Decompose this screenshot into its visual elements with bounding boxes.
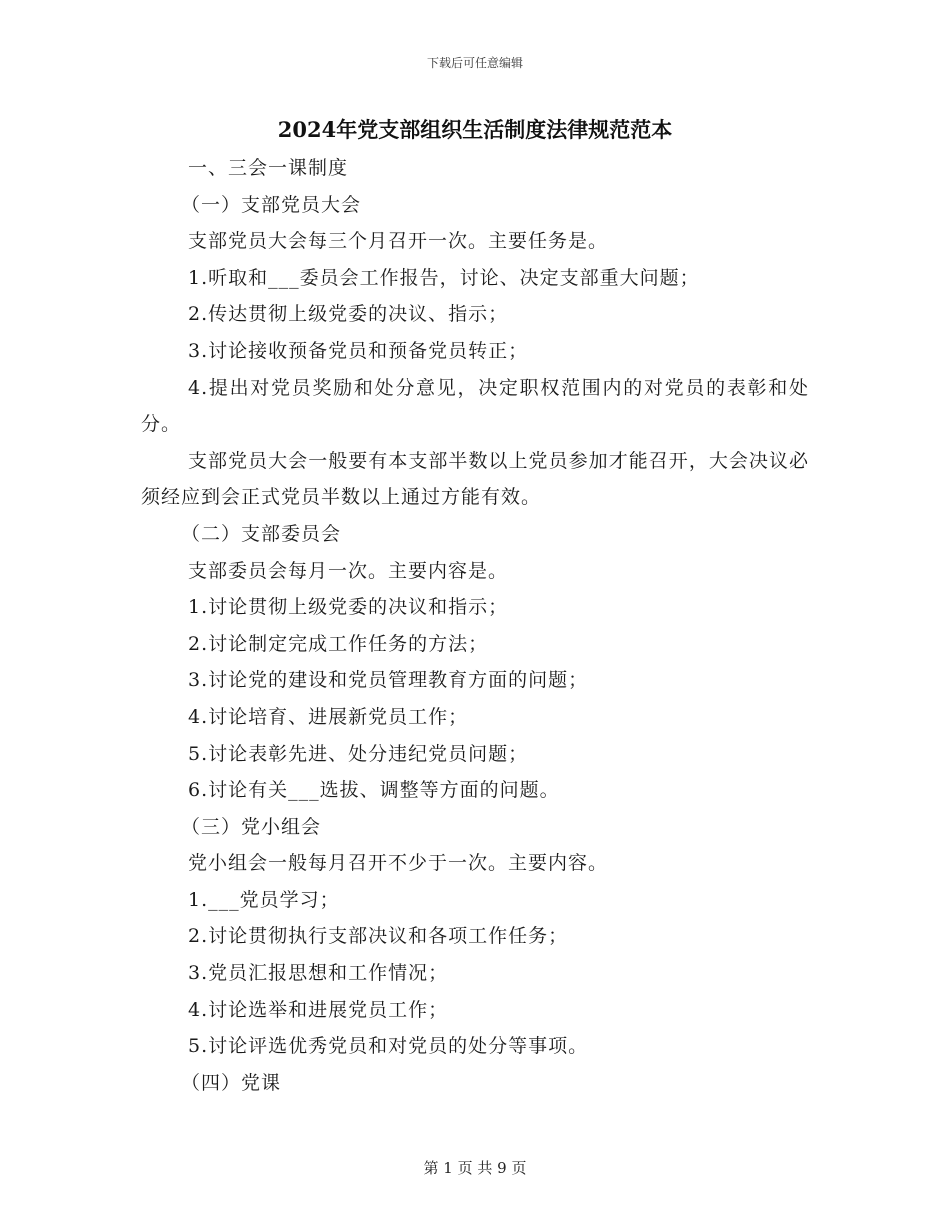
paragraph: 3.党员汇报思想和工作情况；	[188, 962, 449, 985]
paragraph: 5.讨论评选优秀党员和对党员的处分等事项。	[188, 1035, 589, 1058]
header-note: 下载后可任意编辑	[426, 56, 523, 70]
paragraph: 党小组会一般每月召开不少于一次。主要内容。	[188, 852, 609, 875]
paragraph: 支部党员大会一般要有本支部半数以上党员参加才能召开，大会决议必须经应到会正式党员半数以上通过方能有效。	[141, 449, 809, 509]
document-title: 2024年党支部组织生活制度法律规范范本	[277, 117, 673, 142]
paragraph: 2.讨论制定完成工作任务的方法；	[188, 632, 489, 655]
paragraph: 支部党员大会每三个月召开一次。主要任务是。	[188, 230, 609, 253]
paragraph: 4.讨论培育、进展新党员工作；	[188, 705, 469, 728]
paragraph: 1.讨论贯彻上级党委的决议和指示；	[188, 596, 509, 619]
page-number-footer: 第 1 页 共 9 页	[423, 1159, 527, 1177]
paragraph: 1.___党员学习；	[188, 888, 340, 911]
paragraph: 2.传达贯彻上级党委的决议、指示；	[188, 303, 509, 326]
paragraph: 3.讨论党的建设和党员管理教育方面的问题；	[188, 669, 589, 692]
paragraph: 2.讨论贯彻执行支部决议和各项工作任务；	[188, 925, 569, 948]
paragraph: 支部委员会每月一次。主要内容是。	[188, 559, 509, 582]
paragraph: 一、三会一课制度	[188, 157, 349, 179]
paragraph: 6.讨论有关___选拔、调整等方面的问题。	[188, 779, 560, 802]
paragraph: 1.听取和___委员会工作报告，讨论、决定支部重大问题；	[188, 266, 700, 289]
paragraph: 4.提出对党员奖励和处分意见，决定职权范围内的对党员的表彰和处分。	[141, 376, 809, 436]
paragraph: （二）支部委员会	[181, 522, 342, 545]
paragraph: （一）支部党员大会	[181, 193, 362, 216]
paragraph: （四）党课	[181, 1071, 282, 1094]
paragraph: 3.讨论接收预备党员和预备党员转正；	[188, 339, 529, 362]
paragraph: （三）党小组会	[181, 815, 322, 838]
paragraph: 4.讨论选举和进展党员工作；	[188, 998, 449, 1021]
document-body	[141, 150, 809, 1101]
paragraph: 5.讨论表彰先进、处分违纪党员问题；	[188, 742, 529, 765]
